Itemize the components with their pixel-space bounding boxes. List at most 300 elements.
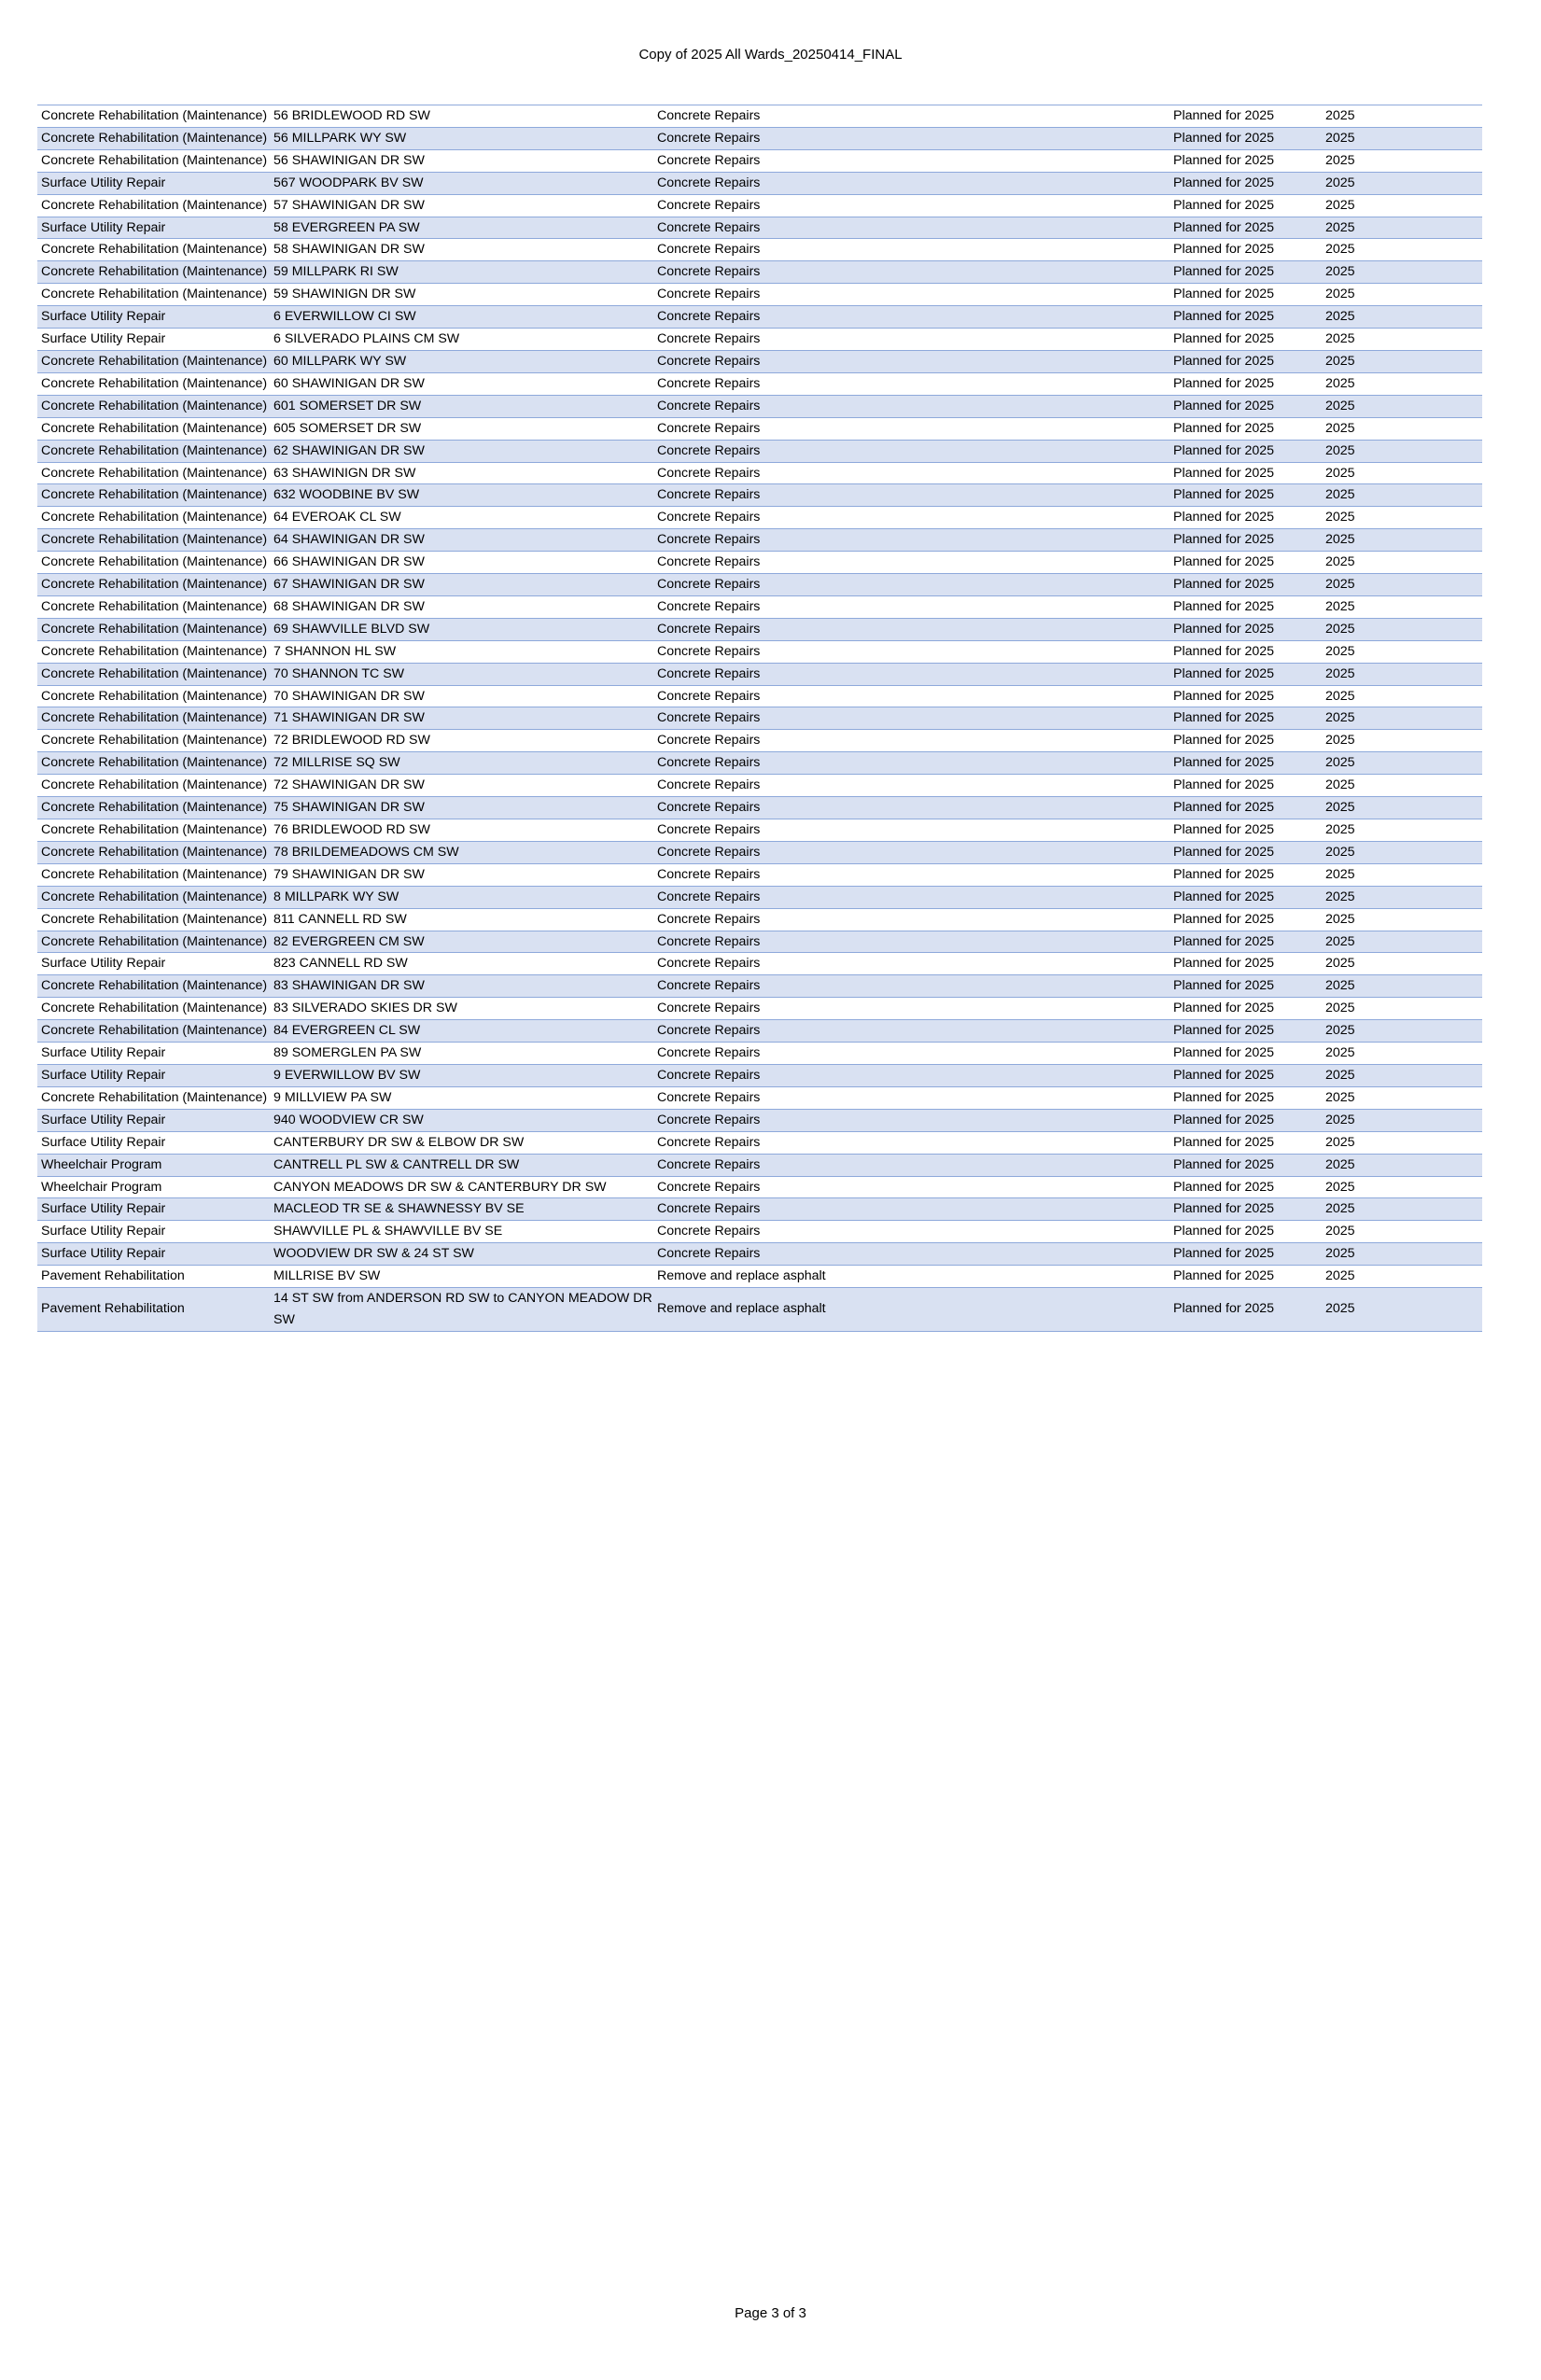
table-row bbox=[37, 1243, 1482, 1266]
program-cell: Surface Utility Repair bbox=[37, 1243, 270, 1266]
table-row bbox=[37, 1198, 1482, 1221]
location-cell: 68 SHAWINIGAN DR SW bbox=[270, 595, 653, 618]
table-row bbox=[37, 595, 1482, 618]
program-cell: Concrete Rehabilitation (Maintenance) bbox=[37, 752, 270, 775]
location-cell: 14 ST SW from ANDERSON RD SW to CANYON MEADOW DR SW bbox=[270, 1288, 653, 1332]
program-cell: Concrete Rehabilitation (Maintenance) bbox=[37, 998, 270, 1020]
projects-table bbox=[37, 105, 1482, 1332]
table-row bbox=[37, 217, 1482, 239]
program-cell: Wheelchair Program bbox=[37, 1176, 270, 1198]
table-row bbox=[37, 149, 1482, 172]
year-cell: 2025 bbox=[1322, 127, 1482, 149]
table-row bbox=[37, 819, 1482, 842]
status-cell: Planned for 2025 bbox=[1170, 931, 1322, 953]
program-cell: Concrete Rehabilitation (Maintenance) bbox=[37, 819, 270, 842]
status-cell: Planned for 2025 bbox=[1170, 1243, 1322, 1266]
table-row bbox=[37, 529, 1482, 552]
program-cell: Concrete Rehabilitation (Maintenance) bbox=[37, 284, 270, 306]
program-cell: Wheelchair Program bbox=[37, 1154, 270, 1176]
location-cell: CANTERBURY DR SW & ELBOW DR SW bbox=[270, 1131, 653, 1154]
description-cell: Concrete Repairs bbox=[653, 1043, 1170, 1065]
year-cell: 2025 bbox=[1322, 1043, 1482, 1065]
status-cell: Planned for 2025 bbox=[1170, 1221, 1322, 1243]
year-cell: 2025 bbox=[1322, 752, 1482, 775]
year-cell: 2025 bbox=[1322, 998, 1482, 1020]
table-row bbox=[37, 329, 1482, 351]
description-cell: Concrete Repairs bbox=[653, 417, 1170, 440]
location-cell: SHAWVILLE PL & SHAWVILLE BV SE bbox=[270, 1221, 653, 1243]
table-row bbox=[37, 350, 1482, 372]
year-cell: 2025 bbox=[1322, 239, 1482, 261]
table-row bbox=[37, 640, 1482, 663]
status-cell: Planned for 2025 bbox=[1170, 329, 1322, 351]
table-row bbox=[37, 1176, 1482, 1198]
year-cell: 2025 bbox=[1322, 841, 1482, 863]
location-cell: 8 MILLPARK WY SW bbox=[270, 886, 653, 908]
program-cell: Surface Utility Repair bbox=[37, 1043, 270, 1065]
table-row bbox=[37, 306, 1482, 329]
description-cell: Concrete Repairs bbox=[653, 663, 1170, 685]
status-cell: Planned for 2025 bbox=[1170, 797, 1322, 819]
program-cell: Concrete Rehabilitation (Maintenance) bbox=[37, 529, 270, 552]
program-cell: Concrete Rehabilitation (Maintenance) bbox=[37, 440, 270, 462]
table-row bbox=[37, 1221, 1482, 1243]
description-cell: Concrete Repairs bbox=[653, 350, 1170, 372]
description-cell: Concrete Repairs bbox=[653, 707, 1170, 730]
year-cell: 2025 bbox=[1322, 1288, 1482, 1332]
status-cell: Planned for 2025 bbox=[1170, 618, 1322, 640]
description-cell: Concrete Repairs bbox=[653, 953, 1170, 975]
year-cell: 2025 bbox=[1322, 395, 1482, 417]
description-cell: Concrete Repairs bbox=[653, 1243, 1170, 1266]
status-cell: Planned for 2025 bbox=[1170, 574, 1322, 596]
projects-table-body bbox=[37, 105, 1482, 1332]
location-cell: 56 BRIDLEWOOD RD SW bbox=[270, 105, 653, 128]
location-cell: 57 SHAWINIGAN DR SW bbox=[270, 194, 653, 217]
program-cell: Concrete Rehabilitation (Maintenance) bbox=[37, 149, 270, 172]
table-row bbox=[37, 931, 1482, 953]
status-cell: Planned for 2025 bbox=[1170, 484, 1322, 507]
description-cell: Concrete Repairs bbox=[653, 105, 1170, 128]
status-cell: Planned for 2025 bbox=[1170, 440, 1322, 462]
year-cell: 2025 bbox=[1322, 149, 1482, 172]
description-cell: Concrete Repairs bbox=[653, 149, 1170, 172]
status-cell: Planned for 2025 bbox=[1170, 998, 1322, 1020]
location-cell: 59 SHAWINIGN DR SW bbox=[270, 284, 653, 306]
year-cell: 2025 bbox=[1322, 618, 1482, 640]
program-cell: Concrete Rehabilitation (Maintenance) bbox=[37, 775, 270, 797]
status-cell: Planned for 2025 bbox=[1170, 1043, 1322, 1065]
year-cell: 2025 bbox=[1322, 529, 1482, 552]
year-cell: 2025 bbox=[1322, 172, 1482, 194]
table-row bbox=[37, 417, 1482, 440]
location-cell: 58 EVERGREEN PA SW bbox=[270, 217, 653, 239]
program-cell: Concrete Rehabilitation (Maintenance) bbox=[37, 640, 270, 663]
location-cell: 60 MILLPARK WY SW bbox=[270, 350, 653, 372]
status-cell: Planned for 2025 bbox=[1170, 595, 1322, 618]
status-cell: Planned for 2025 bbox=[1170, 552, 1322, 574]
program-cell: Surface Utility Repair bbox=[37, 306, 270, 329]
location-cell: 75 SHAWINIGAN DR SW bbox=[270, 797, 653, 819]
location-cell: 632 WOODBINE BV SW bbox=[270, 484, 653, 507]
year-cell: 2025 bbox=[1322, 1243, 1482, 1266]
program-cell: Concrete Rehabilitation (Maintenance) bbox=[37, 707, 270, 730]
program-cell: Surface Utility Repair bbox=[37, 1064, 270, 1086]
table-row bbox=[37, 685, 1482, 707]
table-row bbox=[37, 998, 1482, 1020]
year-cell: 2025 bbox=[1322, 350, 1482, 372]
status-cell: Planned for 2025 bbox=[1170, 663, 1322, 685]
description-cell: Concrete Repairs bbox=[653, 1020, 1170, 1043]
location-cell: 9 EVERWILLOW BV SW bbox=[270, 1064, 653, 1086]
description-cell: Concrete Repairs bbox=[653, 1109, 1170, 1131]
status-cell: Planned for 2025 bbox=[1170, 239, 1322, 261]
table-row bbox=[37, 1086, 1482, 1109]
table-row bbox=[37, 797, 1482, 819]
location-cell: 605 SOMERSET DR SW bbox=[270, 417, 653, 440]
location-cell: 62 SHAWINIGAN DR SW bbox=[270, 440, 653, 462]
description-cell: Concrete Repairs bbox=[653, 462, 1170, 484]
year-cell: 2025 bbox=[1322, 953, 1482, 975]
description-cell: Concrete Repairs bbox=[653, 775, 1170, 797]
program-cell: Concrete Rehabilitation (Maintenance) bbox=[37, 350, 270, 372]
year-cell: 2025 bbox=[1322, 1131, 1482, 1154]
table-row bbox=[37, 172, 1482, 194]
table-row bbox=[37, 507, 1482, 529]
program-cell: Concrete Rehabilitation (Maintenance) bbox=[37, 462, 270, 484]
table-row bbox=[37, 127, 1482, 149]
status-cell: Planned for 2025 bbox=[1170, 1131, 1322, 1154]
description-cell: Concrete Repairs bbox=[653, 440, 1170, 462]
description-cell: Concrete Repairs bbox=[653, 931, 1170, 953]
status-cell: Planned for 2025 bbox=[1170, 1154, 1322, 1176]
location-cell: 72 SHAWINIGAN DR SW bbox=[270, 775, 653, 797]
location-cell: 72 BRIDLEWOOD RD SW bbox=[270, 730, 653, 752]
description-cell: Concrete Repairs bbox=[653, 395, 1170, 417]
description-cell: Concrete Repairs bbox=[653, 507, 1170, 529]
table-row bbox=[37, 440, 1482, 462]
year-cell: 2025 bbox=[1322, 574, 1482, 596]
year-cell: 2025 bbox=[1322, 1266, 1482, 1288]
year-cell: 2025 bbox=[1322, 105, 1482, 128]
year-cell: 2025 bbox=[1322, 797, 1482, 819]
location-cell: 83 SHAWINIGAN DR SW bbox=[270, 975, 653, 998]
program-cell: Concrete Rehabilitation (Maintenance) bbox=[37, 730, 270, 752]
table-row bbox=[37, 775, 1482, 797]
document-title: Copy of 2025 All Wards_20250414_FINAL bbox=[638, 47, 903, 63]
table-row bbox=[37, 1064, 1482, 1086]
location-cell: 79 SHAWINIGAN DR SW bbox=[270, 863, 653, 886]
table-row bbox=[37, 1043, 1482, 1065]
year-cell: 2025 bbox=[1322, 730, 1482, 752]
description-cell: Concrete Repairs bbox=[653, 1131, 1170, 1154]
year-cell: 2025 bbox=[1322, 975, 1482, 998]
year-cell: 2025 bbox=[1322, 707, 1482, 730]
year-cell: 2025 bbox=[1322, 194, 1482, 217]
status-cell: Planned for 2025 bbox=[1170, 127, 1322, 149]
location-cell: 567 WOODPARK BV SW bbox=[270, 172, 653, 194]
program-cell: Concrete Rehabilitation (Maintenance) bbox=[37, 931, 270, 953]
description-cell: Concrete Repairs bbox=[653, 261, 1170, 284]
program-cell: Concrete Rehabilitation (Maintenance) bbox=[37, 417, 270, 440]
table-row bbox=[37, 261, 1482, 284]
program-cell: Surface Utility Repair bbox=[37, 217, 270, 239]
location-cell: 82 EVERGREEN CM SW bbox=[270, 931, 653, 953]
table-row bbox=[37, 1266, 1482, 1288]
description-cell: Concrete Repairs bbox=[653, 217, 1170, 239]
status-cell: Planned for 2025 bbox=[1170, 685, 1322, 707]
program-cell: Pavement Rehabilitation bbox=[37, 1288, 270, 1332]
table-row bbox=[37, 1154, 1482, 1176]
table-row bbox=[37, 552, 1482, 574]
description-cell: Concrete Repairs bbox=[653, 552, 1170, 574]
year-cell: 2025 bbox=[1322, 1221, 1482, 1243]
table-row bbox=[37, 1020, 1482, 1043]
status-cell: Planned for 2025 bbox=[1170, 529, 1322, 552]
description-cell: Concrete Repairs bbox=[653, 618, 1170, 640]
status-cell: Planned for 2025 bbox=[1170, 730, 1322, 752]
description-cell: Concrete Repairs bbox=[653, 886, 1170, 908]
location-cell: MACLEOD TR SE & SHAWNESSY BV SE bbox=[270, 1198, 653, 1221]
location-cell: 71 SHAWINIGAN DR SW bbox=[270, 707, 653, 730]
program-cell: Concrete Rehabilitation (Maintenance) bbox=[37, 797, 270, 819]
year-cell: 2025 bbox=[1322, 1154, 1482, 1176]
description-cell: Concrete Repairs bbox=[653, 797, 1170, 819]
description-cell: Concrete Repairs bbox=[653, 127, 1170, 149]
year-cell: 2025 bbox=[1322, 217, 1482, 239]
status-cell: Planned for 2025 bbox=[1170, 149, 1322, 172]
program-cell: Surface Utility Repair bbox=[37, 329, 270, 351]
location-cell: 601 SOMERSET DR SW bbox=[270, 395, 653, 417]
location-cell: 66 SHAWINIGAN DR SW bbox=[270, 552, 653, 574]
status-cell: Planned for 2025 bbox=[1170, 105, 1322, 128]
status-cell: Planned for 2025 bbox=[1170, 841, 1322, 863]
location-cell: 811 CANNELL RD SW bbox=[270, 908, 653, 931]
program-cell: Surface Utility Repair bbox=[37, 1131, 270, 1154]
program-cell: Surface Utility Repair bbox=[37, 1198, 270, 1221]
program-cell: Concrete Rehabilitation (Maintenance) bbox=[37, 863, 270, 886]
table-row bbox=[37, 663, 1482, 685]
program-cell: Concrete Rehabilitation (Maintenance) bbox=[37, 105, 270, 128]
year-cell: 2025 bbox=[1322, 1109, 1482, 1131]
program-cell: Surface Utility Repair bbox=[37, 172, 270, 194]
location-cell: 89 SOMERGLEN PA SW bbox=[270, 1043, 653, 1065]
year-cell: 2025 bbox=[1322, 931, 1482, 953]
location-cell: 823 CANNELL RD SW bbox=[270, 953, 653, 975]
year-cell: 2025 bbox=[1322, 440, 1482, 462]
status-cell: Planned for 2025 bbox=[1170, 306, 1322, 329]
program-cell: Concrete Rehabilitation (Maintenance) bbox=[37, 886, 270, 908]
location-cell: WOODVIEW DR SW & 24 ST SW bbox=[270, 1243, 653, 1266]
description-cell: Remove and replace asphalt bbox=[653, 1266, 1170, 1288]
location-cell: 83 SILVERADO SKIES DR SW bbox=[270, 998, 653, 1020]
table-row bbox=[37, 1109, 1482, 1131]
program-cell: Concrete Rehabilitation (Maintenance) bbox=[37, 507, 270, 529]
program-cell: Concrete Rehabilitation (Maintenance) bbox=[37, 908, 270, 931]
description-cell: Concrete Repairs bbox=[653, 730, 1170, 752]
status-cell: Planned for 2025 bbox=[1170, 752, 1322, 775]
program-cell: Concrete Rehabilitation (Maintenance) bbox=[37, 975, 270, 998]
description-cell: Concrete Repairs bbox=[653, 841, 1170, 863]
status-cell: Planned for 2025 bbox=[1170, 707, 1322, 730]
location-cell: CANYON MEADOWS DR SW & CANTERBURY DR SW bbox=[270, 1176, 653, 1198]
status-cell: Planned for 2025 bbox=[1170, 217, 1322, 239]
program-cell: Pavement Rehabilitation bbox=[37, 1266, 270, 1288]
description-cell: Concrete Repairs bbox=[653, 819, 1170, 842]
status-cell: Planned for 2025 bbox=[1170, 1064, 1322, 1086]
program-cell: Concrete Rehabilitation (Maintenance) bbox=[37, 685, 270, 707]
program-cell: Surface Utility Repair bbox=[37, 953, 270, 975]
description-cell: Concrete Repairs bbox=[653, 172, 1170, 194]
status-cell: Planned for 2025 bbox=[1170, 819, 1322, 842]
table-row bbox=[37, 953, 1482, 975]
year-cell: 2025 bbox=[1322, 908, 1482, 931]
location-cell: 70 SHANNON TC SW bbox=[270, 663, 653, 685]
location-cell: 59 MILLPARK RI SW bbox=[270, 261, 653, 284]
status-cell: Planned for 2025 bbox=[1170, 886, 1322, 908]
status-cell: Planned for 2025 bbox=[1170, 1176, 1322, 1198]
status-cell: Planned for 2025 bbox=[1170, 284, 1322, 306]
location-cell: 9 MILLVIEW PA SW bbox=[270, 1086, 653, 1109]
status-cell: Planned for 2025 bbox=[1170, 261, 1322, 284]
description-cell: Concrete Repairs bbox=[653, 908, 1170, 931]
year-cell: 2025 bbox=[1322, 1176, 1482, 1198]
table-row bbox=[37, 975, 1482, 998]
table-row bbox=[37, 618, 1482, 640]
year-cell: 2025 bbox=[1322, 1064, 1482, 1086]
location-cell: 70 SHAWINIGAN DR SW bbox=[270, 685, 653, 707]
year-cell: 2025 bbox=[1322, 552, 1482, 574]
location-cell: 67 SHAWINIGAN DR SW bbox=[270, 574, 653, 596]
description-cell: Concrete Repairs bbox=[653, 484, 1170, 507]
location-cell: 7 SHANNON HL SW bbox=[270, 640, 653, 663]
year-cell: 2025 bbox=[1322, 595, 1482, 618]
status-cell: Planned for 2025 bbox=[1170, 640, 1322, 663]
description-cell: Concrete Repairs bbox=[653, 1086, 1170, 1109]
description-cell: Concrete Repairs bbox=[653, 998, 1170, 1020]
description-cell: Concrete Repairs bbox=[653, 863, 1170, 886]
location-cell: 6 SILVERADO PLAINS CM SW bbox=[270, 329, 653, 351]
status-cell: Planned for 2025 bbox=[1170, 1198, 1322, 1221]
table-row bbox=[37, 752, 1482, 775]
year-cell: 2025 bbox=[1322, 507, 1482, 529]
status-cell: Planned for 2025 bbox=[1170, 507, 1322, 529]
description-cell: Concrete Repairs bbox=[653, 1176, 1170, 1198]
year-cell: 2025 bbox=[1322, 863, 1482, 886]
table-row bbox=[37, 284, 1482, 306]
table-row bbox=[37, 730, 1482, 752]
program-cell: Concrete Rehabilitation (Maintenance) bbox=[37, 841, 270, 863]
description-cell: Concrete Repairs bbox=[653, 595, 1170, 618]
program-cell: Concrete Rehabilitation (Maintenance) bbox=[37, 1020, 270, 1043]
year-cell: 2025 bbox=[1322, 663, 1482, 685]
status-cell: Planned for 2025 bbox=[1170, 395, 1322, 417]
year-cell: 2025 bbox=[1322, 819, 1482, 842]
year-cell: 2025 bbox=[1322, 1020, 1482, 1043]
status-cell: Planned for 2025 bbox=[1170, 1288, 1322, 1332]
program-cell: Concrete Rehabilitation (Maintenance) bbox=[37, 484, 270, 507]
table-row bbox=[37, 574, 1482, 596]
location-cell: 60 SHAWINIGAN DR SW bbox=[270, 372, 653, 395]
description-cell: Concrete Repairs bbox=[653, 685, 1170, 707]
year-cell: 2025 bbox=[1322, 372, 1482, 395]
table-row bbox=[37, 395, 1482, 417]
table-row bbox=[37, 841, 1482, 863]
status-cell: Planned for 2025 bbox=[1170, 975, 1322, 998]
table-row bbox=[37, 886, 1482, 908]
program-cell: Concrete Rehabilitation (Maintenance) bbox=[37, 595, 270, 618]
description-cell: Concrete Repairs bbox=[653, 975, 1170, 998]
description-cell: Concrete Repairs bbox=[653, 284, 1170, 306]
description-cell: Concrete Repairs bbox=[653, 574, 1170, 596]
program-cell: Concrete Rehabilitation (Maintenance) bbox=[37, 1086, 270, 1109]
location-cell: 76 BRIDLEWOOD RD SW bbox=[270, 819, 653, 842]
program-cell: Concrete Rehabilitation (Maintenance) bbox=[37, 663, 270, 685]
year-cell: 2025 bbox=[1322, 484, 1482, 507]
year-cell: 2025 bbox=[1322, 284, 1482, 306]
description-cell: Concrete Repairs bbox=[653, 306, 1170, 329]
location-cell: 78 BRILDEMEADOWS CM SW bbox=[270, 841, 653, 863]
table-row bbox=[37, 105, 1482, 128]
status-cell: Planned for 2025 bbox=[1170, 908, 1322, 931]
status-cell: Planned for 2025 bbox=[1170, 350, 1322, 372]
table-row bbox=[37, 239, 1482, 261]
location-cell: CANTRELL PL SW & CANTRELL DR SW bbox=[270, 1154, 653, 1176]
year-cell: 2025 bbox=[1322, 329, 1482, 351]
description-cell: Concrete Repairs bbox=[653, 640, 1170, 663]
year-cell: 2025 bbox=[1322, 261, 1482, 284]
location-cell: 940 WOODVIEW CR SW bbox=[270, 1109, 653, 1131]
status-cell: Planned for 2025 bbox=[1170, 417, 1322, 440]
location-cell: 72 MILLRISE SQ SW bbox=[270, 752, 653, 775]
status-cell: Planned for 2025 bbox=[1170, 1086, 1322, 1109]
location-cell: 56 MILLPARK WY SW bbox=[270, 127, 653, 149]
program-cell: Concrete Rehabilitation (Maintenance) bbox=[37, 574, 270, 596]
table-row bbox=[37, 863, 1482, 886]
description-cell: Concrete Repairs bbox=[653, 1064, 1170, 1086]
page-number: Page 3 of 3 bbox=[735, 2305, 806, 2321]
year-cell: 2025 bbox=[1322, 417, 1482, 440]
table-row bbox=[37, 707, 1482, 730]
location-cell: 58 SHAWINIGAN DR SW bbox=[270, 239, 653, 261]
year-cell: 2025 bbox=[1322, 775, 1482, 797]
program-cell: Concrete Rehabilitation (Maintenance) bbox=[37, 618, 270, 640]
status-cell: Planned for 2025 bbox=[1170, 953, 1322, 975]
status-cell: Planned for 2025 bbox=[1170, 863, 1322, 886]
status-cell: Planned for 2025 bbox=[1170, 462, 1322, 484]
location-cell: 64 SHAWINIGAN DR SW bbox=[270, 529, 653, 552]
location-cell: MILLRISE BV SW bbox=[270, 1266, 653, 1288]
status-cell: Planned for 2025 bbox=[1170, 372, 1322, 395]
program-cell: Concrete Rehabilitation (Maintenance) bbox=[37, 395, 270, 417]
status-cell: Planned for 2025 bbox=[1170, 1020, 1322, 1043]
table-row bbox=[37, 1131, 1482, 1154]
program-cell: Concrete Rehabilitation (Maintenance) bbox=[37, 261, 270, 284]
description-cell: Concrete Repairs bbox=[653, 372, 1170, 395]
status-cell: Planned for 2025 bbox=[1170, 194, 1322, 217]
status-cell: Planned for 2025 bbox=[1170, 1109, 1322, 1131]
description-cell: Remove and replace asphalt bbox=[653, 1288, 1170, 1332]
description-cell: Concrete Repairs bbox=[653, 1154, 1170, 1176]
year-cell: 2025 bbox=[1322, 886, 1482, 908]
table-row bbox=[37, 372, 1482, 395]
program-cell: Surface Utility Repair bbox=[37, 1109, 270, 1131]
table-row bbox=[37, 194, 1482, 217]
location-cell: 63 SHAWINIGN DR SW bbox=[270, 462, 653, 484]
location-cell: 56 SHAWINIGAN DR SW bbox=[270, 149, 653, 172]
description-cell: Concrete Repairs bbox=[653, 194, 1170, 217]
location-cell: 6 EVERWILLOW CI SW bbox=[270, 306, 653, 329]
